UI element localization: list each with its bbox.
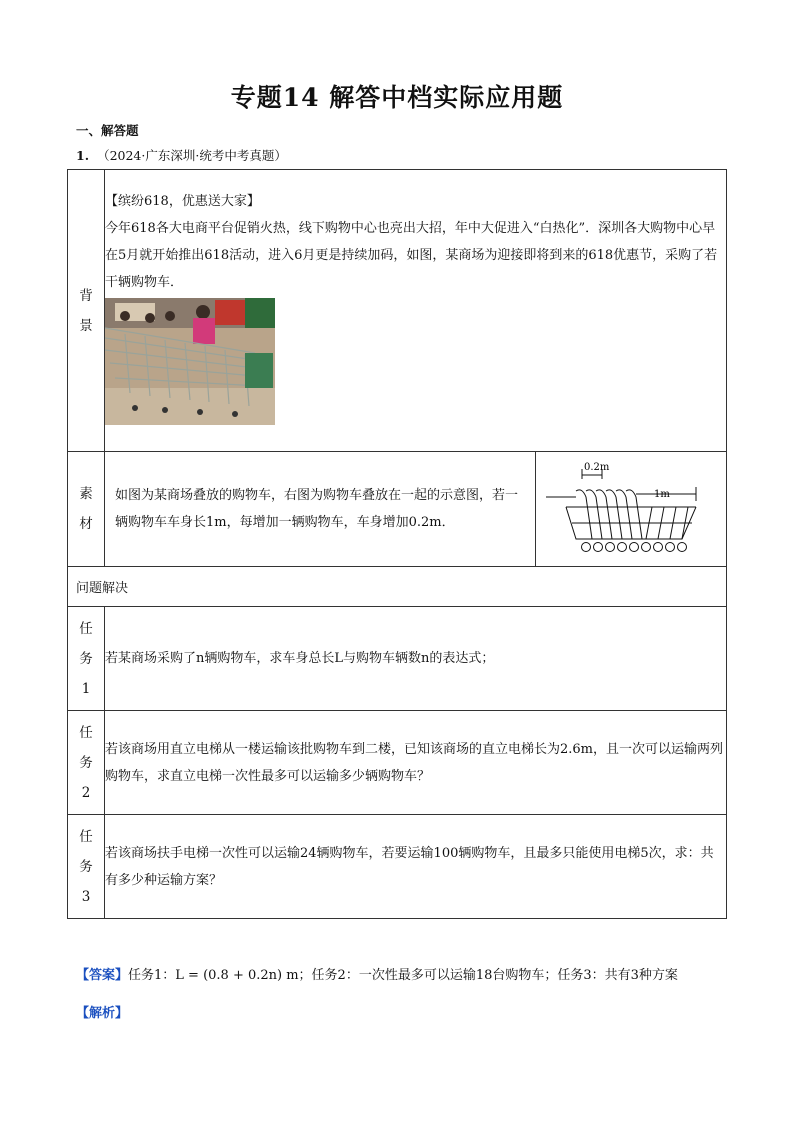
background-heading: 【缤纷618，优惠送大家】 xyxy=(105,194,260,209)
question-number: 1. xyxy=(76,148,90,163)
background-label: 背 景 xyxy=(68,170,105,452)
task-row-1 xyxy=(68,607,727,711)
background-content xyxy=(105,170,727,452)
task-3-text: 若该商场扶手电梯一次性可以运输24辆购物车，若要运输100辆购物车，且最多只能使用电梯5次，求：共有多少种运输方案？ xyxy=(105,815,727,919)
task-3-label: 任 务 3 xyxy=(68,815,105,919)
task-2-label: 任 务 2 xyxy=(68,711,105,815)
background-text: 今年618各大电商平台促销火热，线下购物中心也亮出大招，年中大促进入“白热化”．深圳各大购物中心早在5月就开始推出618活动，进入6月更是持续加码，如图，某商场为迎接即将到来的618优惠节，采购了若干辆购物车． xyxy=(105,221,718,290)
task-1-label: 任 务 1 xyxy=(68,607,105,711)
section-heading: 一、解答题 xyxy=(76,123,139,138)
material-label: 素 材 xyxy=(68,452,105,567)
analysis-tag: 【解析】 xyxy=(76,1006,129,1021)
question-header xyxy=(76,146,287,164)
stacked-cart-diagram xyxy=(546,461,716,557)
task-row-3 xyxy=(68,815,727,919)
answer-line xyxy=(76,964,678,983)
problem-header: 问题解决 xyxy=(68,567,727,607)
task-row-2 xyxy=(68,711,727,815)
answer-tag: 【答案】 xyxy=(76,968,129,983)
cart-diagram-cell xyxy=(535,452,726,566)
background-row xyxy=(68,170,727,452)
task-1-text: 若某商场采购了n辆购物车，求车身总长L与购物车辆数n的表达式； xyxy=(105,607,727,711)
material-row xyxy=(68,452,727,567)
answer-text: 任务1：L = (0.8 + 0.2n) m；任务2：一次性最多可以运输18台购物车；任务3：共有3种方案 xyxy=(128,968,678,983)
problem-header-row xyxy=(68,567,727,607)
page-title: 专题14 解答中档实际应用题 xyxy=(230,83,564,112)
shopping-cart-photo xyxy=(105,298,275,425)
material-cell xyxy=(105,452,727,567)
task-2-text: 若该商场用直立电梯从一楼运输该批购物车到二楼，已知该商场的直立电梯长为2.6m，且一次可以运输两列购物车，求直立电梯一次性最多可以运输多少辆购物车？ xyxy=(105,711,727,815)
question-source: （2024·广东深圳·统考中考真题） xyxy=(97,148,287,163)
diagram-label-1m: 1m xyxy=(654,489,670,500)
problem-table xyxy=(67,169,727,919)
material-text: 如图为某商场叠放的购物车，右图为购物车叠放在一起的示意图，若一辆购物车车身长1m，每增加一辆购物车，车身增加0.2m． xyxy=(115,488,519,530)
diagram-label-0-2m: 0.2m xyxy=(584,462,610,473)
